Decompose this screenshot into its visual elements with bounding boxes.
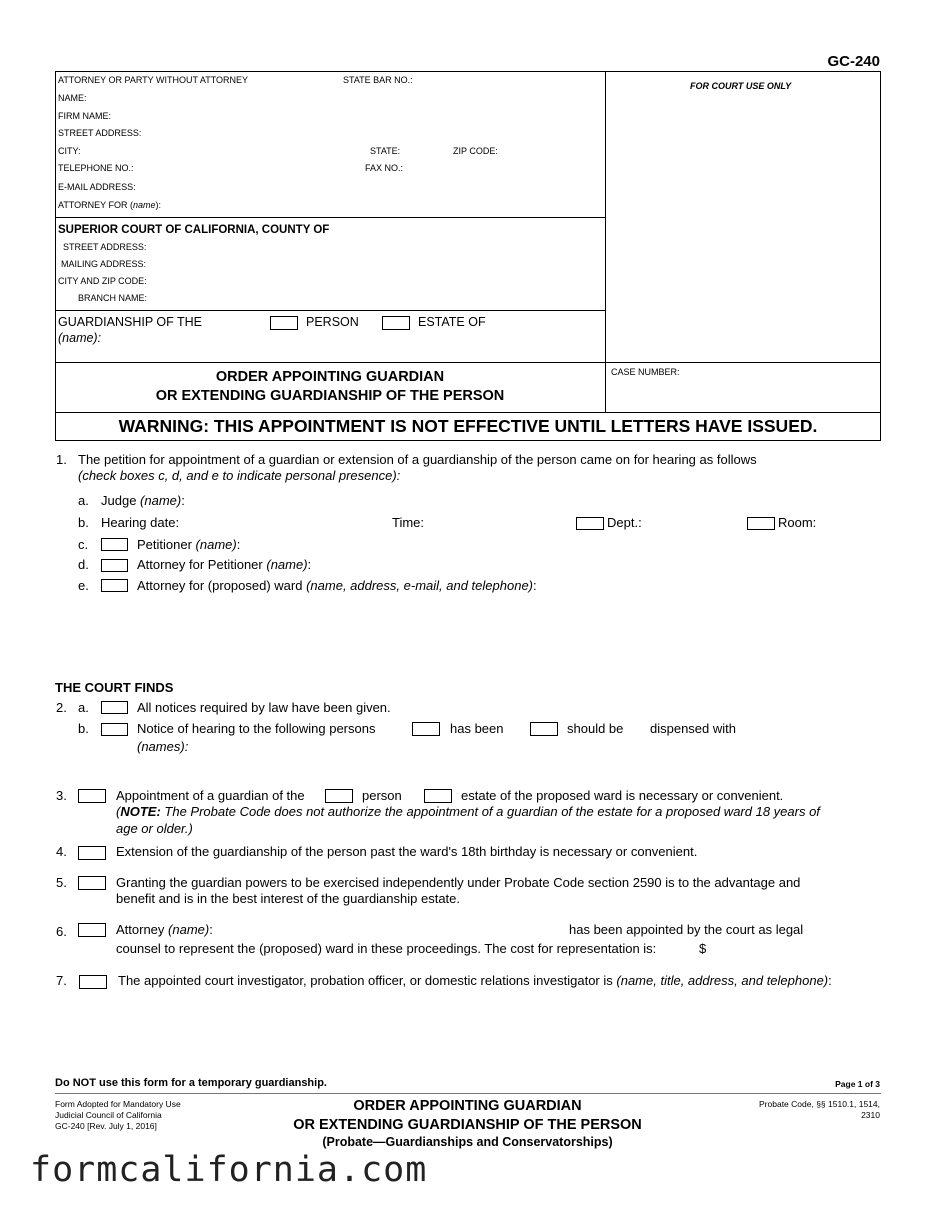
notices-given-label: All notices required by law have been given. — [137, 700, 391, 715]
item1c-letter: c. — [78, 537, 89, 552]
court-use-label: FOR COURT USE ONLY — [690, 81, 792, 91]
item4-text: Extension of the guardianship of the person past the ward's 18th birthday is necessary or convenient. — [116, 844, 698, 859]
attorney-petitioner-label: Attorney for Petitioner (name): — [137, 557, 312, 572]
item1a-letter: a. — [78, 493, 89, 508]
petitioner-label: Petitioner (name): — [137, 537, 241, 552]
footer-title-line1: ORDER APPOINTING GUARDIAN — [353, 1098, 582, 1114]
item7-checkbox[interactable] — [79, 975, 107, 989]
item2a-letter: a. — [78, 700, 89, 715]
item6-number: 6. — [56, 924, 67, 939]
room-label: Room: — [778, 515, 817, 530]
city-label: CITY: — [58, 146, 81, 156]
probate-code-line2: 2310 — [861, 1110, 880, 1120]
firm-label: FIRM NAME: — [58, 111, 111, 121]
attorney-ward-checkbox[interactable] — [101, 579, 128, 592]
form-title-line2: OR EXTENDING GUARDIANSHIP OF THE PERSON — [155, 388, 505, 404]
state-label: STATE: — [370, 146, 401, 156]
item5-line2: benefit and is in the best interest of the guardianship estate. — [116, 891, 461, 906]
item1a-judge: Judge (name): — [101, 493, 185, 508]
name-label: NAME: — [58, 93, 87, 103]
case-number-label: CASE NUMBER: — [611, 367, 680, 377]
fax-label: FAX NO.: — [365, 163, 404, 173]
estate-checkbox[interactable] — [382, 316, 410, 330]
estate-label: ESTATE OF — [418, 315, 486, 329]
adopted-line3: GC-240 [Rev. July 1, 2016] — [55, 1121, 157, 1131]
item1-note: (check boxes c, d, and e to indicate personal presence): — [78, 468, 401, 483]
footer-rule — [55, 1093, 881, 1094]
item3-number: 3. — [56, 788, 67, 803]
header-right-border — [880, 71, 881, 441]
item1e-letter: e. — [78, 578, 89, 593]
email-label: E-MAIL ADDRESS: — [58, 182, 136, 192]
hearing-date-label: Hearing date: — [101, 515, 180, 530]
item2b-letter: b. — [78, 721, 89, 736]
attorney-petitioner-checkbox[interactable] — [101, 559, 128, 572]
item6-attorney-label: Attorney (name): — [116, 922, 213, 937]
guardianship-label: GUARDIANSHIP OF THE — [58, 315, 203, 329]
item1-number: 1. — [56, 452, 67, 467]
court-branch-label: BRANCH NAME: — [78, 293, 148, 303]
item7-text: The appointed court investigator, probation officer, or domestic relations investigator is (name, title, address, and telephone): — [118, 973, 832, 988]
adopted-line1: Form Adopted for Mandatory Use — [55, 1099, 181, 1109]
page-number: Page 1 of 3 — [835, 1079, 880, 1089]
item5-checkbox[interactable] — [78, 876, 106, 890]
item7-number: 7. — [56, 973, 67, 988]
item5-line1: Granting the guardian powers to be exercised independently under Probate Code section 2590 is to the advantage and — [116, 875, 801, 890]
divider-warning-top — [55, 412, 881, 413]
court-street-label: STREET ADDRESS: — [63, 242, 147, 252]
time-label: Time: — [392, 515, 425, 530]
adopted-line2: Judicial Council of California — [55, 1110, 162, 1120]
court-city-zip-label: CITY AND ZIP CODE: — [58, 276, 147, 286]
footer-title-line3: (Probate—Guardianships and Conservatorships) — [322, 1135, 613, 1149]
dispensed-with-label: dispensed with — [650, 721, 736, 736]
telephone-label: TELEPHONE NO.: — [58, 163, 134, 173]
item6-dollar: $ — [699, 941, 707, 956]
notice-dispensed-checkbox[interactable] — [101, 723, 128, 736]
divider-title-row — [55, 362, 881, 363]
item3-note-line1: (NOTE: The Probate Code does not authorize the appointment of a guardian of the estate for a proposed ward 18 years of — [116, 804, 820, 819]
dept-label: Dept.: — [607, 515, 642, 530]
has-been-checkbox[interactable] — [412, 722, 440, 736]
notice-persons-label: Notice of hearing to the following persons — [137, 721, 376, 736]
item3-person-label: person — [362, 788, 402, 803]
watermark: formcalifornia.com — [30, 1150, 428, 1190]
should-be-label: should be — [567, 721, 624, 736]
item6-appointed-text: has been appointed by the court as legal — [569, 922, 804, 937]
item2b-names-label: (names): — [137, 739, 189, 754]
probate-code-line1: Probate Code, §§ 1510.1, 1514, — [759, 1099, 880, 1109]
item2-number: 2. — [56, 700, 67, 715]
form-title-line1: ORDER APPOINTING GUARDIAN — [215, 369, 445, 385]
attorney-ward-label: Attorney for (proposed) ward (name, address, e-mail, and telephone): — [137, 578, 537, 593]
street-label: STREET ADDRESS: — [58, 128, 142, 138]
zip-label: ZIP CODE: — [453, 146, 498, 156]
court-finds-heading: THE COURT FINDS — [55, 680, 174, 695]
item3-note-line2: age or older.) — [116, 821, 193, 836]
header-top-border — [55, 71, 881, 72]
item3-text: Appointment of a guardian of the — [116, 788, 305, 803]
divider-court-guardianship — [55, 310, 605, 311]
state-bar-label: STATE BAR NO.: — [343, 75, 413, 85]
form-id: GC-240 — [827, 53, 880, 70]
attorney-label: ATTORNEY OR PARTY WITHOUT ATTORNEY — [58, 75, 249, 85]
item4-number: 4. — [56, 844, 67, 859]
notices-given-checkbox[interactable] — [101, 701, 128, 714]
has-been-label: has been — [450, 721, 504, 736]
item3-person-checkbox[interactable] — [325, 789, 353, 803]
item1d-letter: d. — [78, 557, 89, 572]
attorney-for-label: ATTORNEY FOR (name): — [58, 200, 162, 210]
room-checkbox[interactable] — [747, 517, 775, 530]
item6-line2: counsel to represent the (proposed) ward in these proceedings. The cost for representation is: — [116, 941, 657, 956]
court-title: SUPERIOR COURT OF CALIFORNIA, COUNTY OF — [58, 224, 330, 236]
divider-warning-bottom — [55, 440, 881, 441]
warning-banner: WARNING: THIS APPOINTMENT IS NOT EFFECTIVE UNTIL LETTERS HAVE ISSUED. — [118, 416, 818, 436]
item6-checkbox[interactable] — [78, 923, 106, 937]
footer-title-line2: OR EXTENDING GUARDIANSHIP OF THE PERSON — [293, 1117, 642, 1133]
person-checkbox[interactable] — [270, 316, 298, 330]
item5-number: 5. — [56, 875, 67, 890]
item3-checkbox[interactable] — [78, 789, 106, 803]
header-column-divider — [605, 71, 606, 412]
should-be-checkbox[interactable] — [530, 722, 558, 736]
item4-checkbox[interactable] — [78, 846, 106, 860]
ward-name-label: (name): — [58, 331, 102, 345]
item3-estate-checkbox[interactable] — [424, 789, 452, 803]
dept-checkbox[interactable] — [576, 517, 604, 530]
header-left-border — [55, 71, 56, 441]
item1b-letter: b. — [78, 515, 89, 530]
item1-text: The petition for appointment of a guardian or extension of a guardianship of the person came on for hearing as follows — [78, 452, 757, 467]
item3-estate-label: estate of the proposed ward is necessary or convenient. — [461, 788, 784, 803]
temporary-warning: Do NOT use this form for a temporary guardianship. — [55, 1077, 327, 1089]
court-mailing-label: MAILING ADDRESS: — [61, 259, 147, 269]
divider-attorney-court — [55, 217, 605, 218]
petitioner-checkbox[interactable] — [101, 538, 128, 551]
person-label: PERSON — [306, 315, 359, 329]
